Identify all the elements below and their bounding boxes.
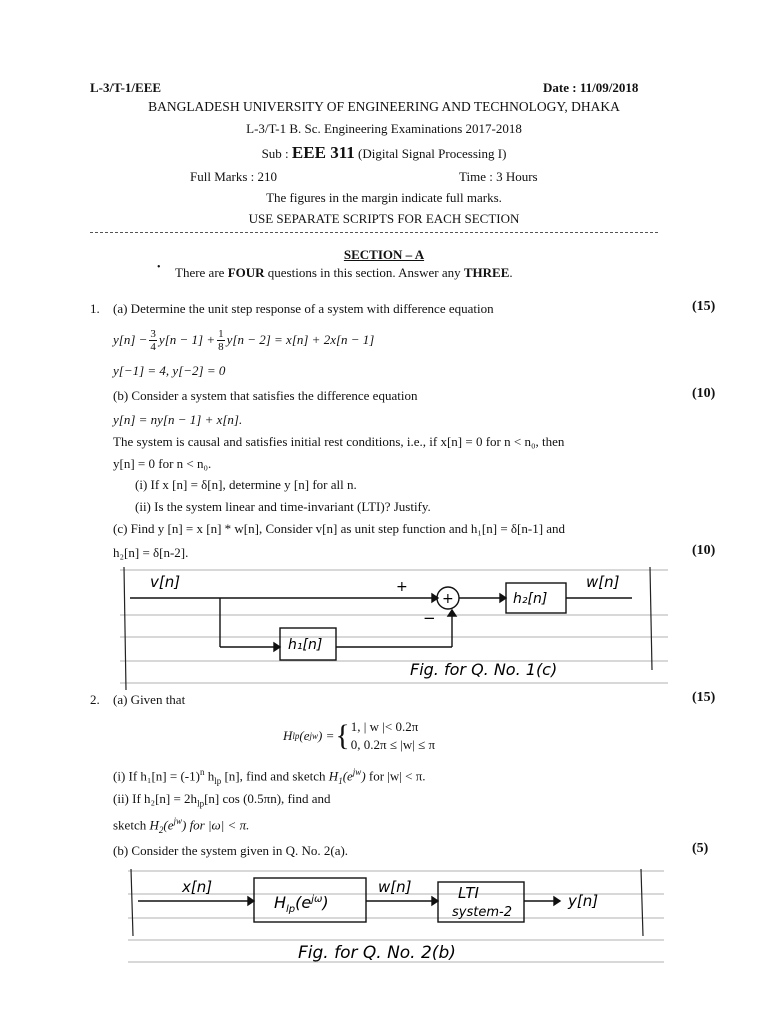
subject-line: Sub : EEE 311 (Digital Signal Processing I) xyxy=(261,143,507,162)
subject-code: EEE 311 xyxy=(291,143,355,162)
q1c-block-diagram xyxy=(120,565,668,690)
q1b-equation: y[n] = ny[n − 1] + x[n]. xyxy=(113,412,243,427)
q1b-para-line1: The system is causal and satisfies initial rest conditions, i.e., if x[n] = 0 for n < n₀, then xyxy=(113,434,565,449)
q1b-text: (b) Consider a system that satisfies the difference equation xyxy=(113,388,418,403)
section-instructions: There are FOUR questions in this section. Answer any THREE. xyxy=(175,265,513,280)
q2a-text: (a) Given that xyxy=(113,692,186,707)
q2b-block-diagram xyxy=(128,866,664,976)
header-divider xyxy=(90,232,658,233)
scripts-note: USE SEPARATE SCRIPTS FOR EACH SECTION xyxy=(248,211,520,226)
q1-number: 1. xyxy=(90,301,100,316)
q2-number: 2. xyxy=(90,692,100,707)
svg-text:Hlp(ejω): $H_{lp}(e^{j\omega})$ xyxy=(274,893,329,915)
q2b-marks: (5) xyxy=(692,841,709,856)
fig1-h1-label: h₁[n] xyxy=(288,637,323,653)
q1b-marks: (10) xyxy=(692,386,716,401)
fig2-mid-label: w[n] xyxy=(378,878,412,896)
fig2-system-label: system-2 xyxy=(452,905,512,920)
q2a-marks: (15) xyxy=(692,690,716,705)
q2a-part-ii-sketch: sketch $H_2(e^{jw})$ for |ω| < π. xyxy=(113,816,250,835)
fraction-1-8: $\frac{1}{8}$ xyxy=(218,327,224,353)
q1a-text: (a) Determine the unit step response of a system with difference equation xyxy=(113,301,494,316)
fig2-input-label: x[n] xyxy=(182,878,213,896)
fig1-summer-symbol: + xyxy=(442,591,454,607)
fig1-plus-sign: + xyxy=(396,579,408,595)
section-title: SECTION – A xyxy=(343,247,425,262)
q1c-text-line1: (c) Find y [n] = x [n] * w[n], Consider v[n] as unit step function and h₁[n] = δ[n-1] and xyxy=(113,521,566,536)
subject-name: (Digital Signal Processing I) xyxy=(358,146,507,161)
fig1-caption: Fig. for Q. No. 1(c) xyxy=(410,660,558,679)
fig1-h2-label: h₂[n] xyxy=(513,591,548,607)
q1a-equation: y[n] − $\frac{3}{4}$ y[n − 1] + $\frac{1}{8}$ y[n − 2] = x[n] + 2x[n − 1] xyxy=(113,327,375,353)
fig1-output-label: w[n] xyxy=(586,573,620,591)
fig1-input-label: v[n] xyxy=(150,573,181,591)
exam-line: L-3/T-1 B. Sc. Engineering Examinations 2017-2018 xyxy=(246,121,522,136)
fig2-output-label: y[n] xyxy=(568,892,599,910)
q2a-hlp-definition: H lp (e jw ) = { 1, | w |< 0.2π 0, 0.2π ≤ |w| ≤ π xyxy=(283,719,436,752)
university-name: BANGLADESH UNIVERSITY OF ENGINEERING AND TECHNOLOGY, DHAKA xyxy=(148,99,620,114)
q1c-text-line2: h₂[n] = δ[n-2]. xyxy=(113,545,189,560)
q1b-part-i: (i) If x [n] = δ[n], determine y [n] for all n. xyxy=(135,477,357,492)
q2b-text: (b) Consider the system given in Q. No. 2(a). xyxy=(113,843,349,858)
q2a-part-ii: (ii) If $h_2[n] = 2h_{lp}[n]$ cos (0.5πn), find and xyxy=(113,791,331,809)
margin-note: The figures in the margin indicate full marks. xyxy=(266,190,502,205)
fig1-minus-sign: − xyxy=(423,609,436,627)
time-allowed: Time : 3 Hours xyxy=(459,169,538,184)
q1a-marks: (15) xyxy=(692,299,716,314)
fig2-caption: Fig. for Q. No. 2(b) xyxy=(298,943,456,963)
q2a-part-i: (i) If $h_1[n] = (-1)^n$ $h_{lp}$ [n], find and sketch $H_1(e^{jw})$ for |w| < π. xyxy=(113,767,426,786)
fig2-lti-label: LTI xyxy=(458,884,479,902)
cases-brace: { xyxy=(335,719,350,752)
cases-list: 1, | w |< 0.2π 0, 0.2π ≤ |w| ≤ π xyxy=(350,719,436,752)
q1a-initial-conditions: y[−1] = 4, y[−2] = 0 xyxy=(113,363,226,378)
q1c-marks: (10) xyxy=(692,543,716,558)
bullet-mark: • xyxy=(157,262,161,273)
q1b-para-line2: y[n] = 0 for n < n₀. xyxy=(113,456,212,471)
exam-date: Date : 11/09/2018 xyxy=(543,80,639,95)
full-marks: Full Marks : 210 xyxy=(190,169,278,184)
fig2-hlp-block-label xyxy=(274,893,329,915)
q1b-part-ii: (ii) Is the system linear and time-invariant (LTI)? Justify. xyxy=(135,499,431,514)
fraction-3-4: $\frac{3}{4}$ xyxy=(150,327,156,353)
exam-code: L-3/T-1/EEE xyxy=(90,80,162,95)
